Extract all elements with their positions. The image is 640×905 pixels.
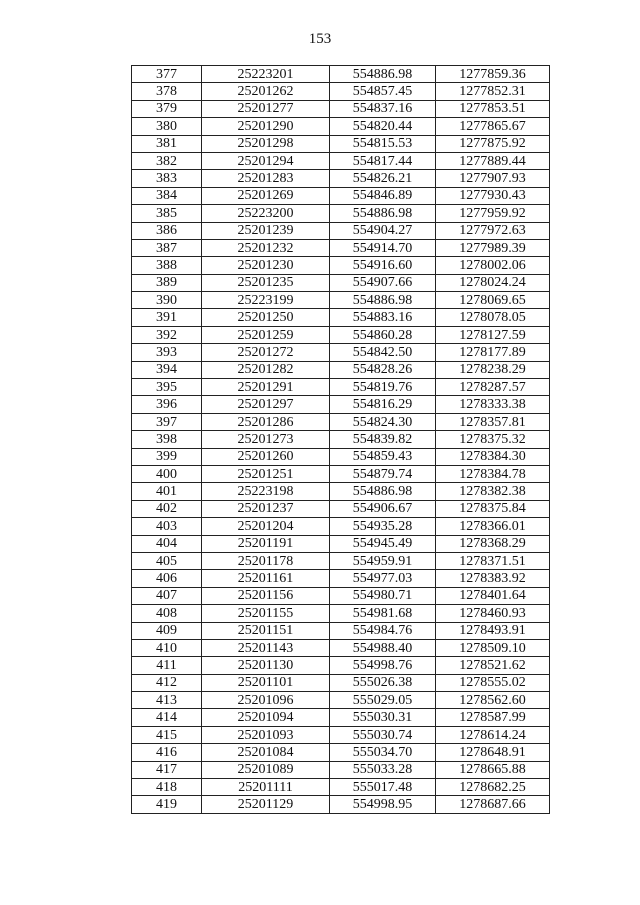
point-number-cell: 407: [132, 587, 202, 604]
x-coordinate-cell: 554860.28: [330, 326, 436, 343]
point-number-cell: 388: [132, 257, 202, 274]
point-number-cell: 409: [132, 622, 202, 639]
point-number-cell: 411: [132, 657, 202, 674]
point-number-cell: 408: [132, 605, 202, 622]
point-id-cell: 25201251: [202, 465, 330, 482]
x-coordinate-cell: 554826.21: [330, 170, 436, 187]
point-id-cell: 25201151: [202, 622, 330, 639]
point-id-cell: 25201250: [202, 309, 330, 326]
y-coordinate-cell: 1277959.92: [436, 205, 550, 222]
table-row: [132, 396, 550, 413]
x-coordinate-cell: 554959.91: [330, 552, 436, 569]
point-id-cell: 25201155: [202, 605, 330, 622]
x-coordinate-cell: 554886.98: [330, 292, 436, 309]
point-id-cell: 25201286: [202, 413, 330, 430]
x-coordinate-cell: 555033.28: [330, 761, 436, 778]
point-number-cell: 413: [132, 692, 202, 709]
y-coordinate-cell: 1278562.60: [436, 692, 550, 709]
y-coordinate-cell: 1278357.81: [436, 413, 550, 430]
point-number-cell: 378: [132, 83, 202, 100]
y-coordinate-cell: 1278238.29: [436, 361, 550, 378]
y-coordinate-cell: 1278401.64: [436, 587, 550, 604]
x-coordinate-cell: 554981.68: [330, 605, 436, 622]
x-coordinate-cell: 554857.45: [330, 83, 436, 100]
point-id-cell: 25201272: [202, 344, 330, 361]
point-id-cell: 25201290: [202, 118, 330, 135]
x-coordinate-cell: 555034.70: [330, 744, 436, 761]
point-number-cell: 416: [132, 744, 202, 761]
x-coordinate-cell: 554819.76: [330, 379, 436, 396]
table-row: [132, 622, 550, 639]
x-coordinate-cell: 554914.70: [330, 239, 436, 256]
point-number-cell: 381: [132, 135, 202, 152]
table-row: [132, 709, 550, 726]
table-row: [132, 135, 550, 152]
table-row: [132, 257, 550, 274]
table-row: [132, 431, 550, 448]
x-coordinate-cell: 554824.30: [330, 413, 436, 430]
table-row: [132, 361, 550, 378]
point-number-cell: 399: [132, 448, 202, 465]
y-coordinate-cell: 1278384.30: [436, 448, 550, 465]
y-coordinate-cell: 1278375.32: [436, 431, 550, 448]
x-coordinate-cell: 555030.31: [330, 709, 436, 726]
table-row: [132, 535, 550, 552]
point-number-cell: 403: [132, 518, 202, 535]
table-row: [132, 692, 550, 709]
page-number: 153: [308, 31, 332, 47]
point-number-cell: 401: [132, 483, 202, 500]
point-id-cell: 25201283: [202, 170, 330, 187]
y-coordinate-cell: 1278078.05: [436, 309, 550, 326]
table-row: [132, 274, 550, 291]
x-coordinate-cell: 554977.03: [330, 570, 436, 587]
point-id-cell: 25201130: [202, 657, 330, 674]
table-row: [132, 83, 550, 100]
x-coordinate-cell: 554984.76: [330, 622, 436, 639]
point-id-cell: 25201093: [202, 726, 330, 743]
x-coordinate-cell: 554886.98: [330, 205, 436, 222]
x-coordinate-cell: 554998.95: [330, 796, 436, 813]
x-coordinate-cell: 554883.16: [330, 309, 436, 326]
y-coordinate-cell: 1278024.24: [436, 274, 550, 291]
y-coordinate-cell: 1278333.38: [436, 396, 550, 413]
table-row: [132, 587, 550, 604]
point-id-cell: 25201230: [202, 257, 330, 274]
y-coordinate-cell: 1278682.25: [436, 779, 550, 796]
table-row: [132, 222, 550, 239]
table-row: [132, 744, 550, 761]
point-number-cell: 390: [132, 292, 202, 309]
point-number-cell: 395: [132, 379, 202, 396]
point-id-cell: 25201259: [202, 326, 330, 343]
y-coordinate-cell: 1278509.10: [436, 639, 550, 656]
point-id-cell: 25223201: [202, 66, 330, 83]
y-coordinate-cell: 1277972.63: [436, 222, 550, 239]
point-id-cell: 25223198: [202, 483, 330, 500]
point-id-cell: 25201084: [202, 744, 330, 761]
table-row: [132, 118, 550, 135]
point-number-cell: 402: [132, 500, 202, 517]
x-coordinate-cell: 554904.27: [330, 222, 436, 239]
point-number-cell: 415: [132, 726, 202, 743]
y-coordinate-cell: 1278384.78: [436, 465, 550, 482]
y-coordinate-cell: 1278383.92: [436, 570, 550, 587]
x-coordinate-cell: 554842.50: [330, 344, 436, 361]
x-coordinate-cell: 554916.60: [330, 257, 436, 274]
point-number-cell: 412: [132, 674, 202, 691]
table-row: [132, 726, 550, 743]
x-coordinate-cell: 554859.43: [330, 448, 436, 465]
y-coordinate-cell: 1278555.02: [436, 674, 550, 691]
point-number-cell: 386: [132, 222, 202, 239]
y-coordinate-cell: 1278460.93: [436, 605, 550, 622]
y-coordinate-cell: 1277852.31: [436, 83, 550, 100]
point-number-cell: 385: [132, 205, 202, 222]
point-number-cell: 410: [132, 639, 202, 656]
point-id-cell: 25223199: [202, 292, 330, 309]
table-row: [132, 292, 550, 309]
table-row: [132, 413, 550, 430]
table-row: [132, 552, 550, 569]
point-id-cell: 25201298: [202, 135, 330, 152]
y-coordinate-cell: 1278368.29: [436, 535, 550, 552]
y-coordinate-cell: 1277865.67: [436, 118, 550, 135]
point-id-cell: 25201089: [202, 761, 330, 778]
table-row: [132, 674, 550, 691]
table-row: [132, 605, 550, 622]
x-coordinate-cell: 554846.89: [330, 187, 436, 204]
y-coordinate-cell: 1278665.88: [436, 761, 550, 778]
x-coordinate-cell: 554839.82: [330, 431, 436, 448]
point-id-cell: 25201235: [202, 274, 330, 291]
table-row: [132, 205, 550, 222]
table-row: [132, 483, 550, 500]
point-id-cell: 25201277: [202, 100, 330, 117]
x-coordinate-cell: 554828.26: [330, 361, 436, 378]
point-id-cell: 25201237: [202, 500, 330, 517]
point-number-cell: 406: [132, 570, 202, 587]
point-id-cell: 25201239: [202, 222, 330, 239]
y-coordinate-cell: 1277930.43: [436, 187, 550, 204]
point-number-cell: 392: [132, 326, 202, 343]
point-number-cell: 394: [132, 361, 202, 378]
x-coordinate-cell: 554886.98: [330, 66, 436, 83]
table-row: [132, 639, 550, 656]
point-number-cell: 383: [132, 170, 202, 187]
x-coordinate-cell: 554886.98: [330, 483, 436, 500]
x-coordinate-cell: 554980.71: [330, 587, 436, 604]
point-id-cell: 25201111: [202, 779, 330, 796]
y-coordinate-cell: 1278127.59: [436, 326, 550, 343]
point-id-cell: 25201269: [202, 187, 330, 204]
point-number-cell: 418: [132, 779, 202, 796]
point-number-cell: 396: [132, 396, 202, 413]
x-coordinate-cell: 555026.38: [330, 674, 436, 691]
point-id-cell: 25201129: [202, 796, 330, 813]
point-id-cell: 25201101: [202, 674, 330, 691]
y-coordinate-cell: 1278614.24: [436, 726, 550, 743]
point-id-cell: 25201094: [202, 709, 330, 726]
y-coordinate-cell: 1278002.06: [436, 257, 550, 274]
table-row: [132, 500, 550, 517]
y-coordinate-cell: 1278587.99: [436, 709, 550, 726]
point-number-cell: 389: [132, 274, 202, 291]
x-coordinate-cell: 554998.76: [330, 657, 436, 674]
point-number-cell: 405: [132, 552, 202, 569]
point-number-cell: 384: [132, 187, 202, 204]
table-row: [132, 796, 550, 813]
point-id-cell: 25201262: [202, 83, 330, 100]
point-number-cell: 414: [132, 709, 202, 726]
point-id-cell: 25201191: [202, 535, 330, 552]
x-coordinate-cell: 555029.05: [330, 692, 436, 709]
x-coordinate-cell: 554935.28: [330, 518, 436, 535]
y-coordinate-cell: 1277989.39: [436, 239, 550, 256]
point-number-cell: 417: [132, 761, 202, 778]
y-coordinate-cell: 1277907.93: [436, 170, 550, 187]
table-row: [132, 326, 550, 343]
y-coordinate-cell: 1278382.38: [436, 483, 550, 500]
table-row: [132, 779, 550, 796]
table-row: [132, 100, 550, 117]
y-coordinate-cell: 1278375.84: [436, 500, 550, 517]
y-coordinate-cell: 1278069.65: [436, 292, 550, 309]
table-row: [132, 344, 550, 361]
point-id-cell: 25201232: [202, 239, 330, 256]
y-coordinate-cell: 1278371.51: [436, 552, 550, 569]
point-id-cell: 25201204: [202, 518, 330, 535]
y-coordinate-cell: 1278648.91: [436, 744, 550, 761]
point-number-cell: 393: [132, 344, 202, 361]
point-number-cell: 387: [132, 239, 202, 256]
x-coordinate-cell: 554945.49: [330, 535, 436, 552]
table-row: [132, 448, 550, 465]
table-row: [132, 657, 550, 674]
coordinates-table: [131, 65, 550, 814]
point-id-cell: 25201096: [202, 692, 330, 709]
x-coordinate-cell: 554988.40: [330, 639, 436, 656]
table-row: [132, 761, 550, 778]
table-row: [132, 239, 550, 256]
point-id-cell: 25201297: [202, 396, 330, 413]
point-id-cell: 25201294: [202, 152, 330, 169]
x-coordinate-cell: 554879.74: [330, 465, 436, 482]
point-number-cell: 397: [132, 413, 202, 430]
point-number-cell: 404: [132, 535, 202, 552]
point-number-cell: 382: [132, 152, 202, 169]
y-coordinate-cell: 1278366.01: [436, 518, 550, 535]
y-coordinate-cell: 1277853.51: [436, 100, 550, 117]
table-row: [132, 379, 550, 396]
x-coordinate-cell: 555017.48: [330, 779, 436, 796]
y-coordinate-cell: 1277889.44: [436, 152, 550, 169]
table-body: [132, 66, 550, 814]
table-row: [132, 187, 550, 204]
x-coordinate-cell: 554906.67: [330, 500, 436, 517]
y-coordinate-cell: 1278521.62: [436, 657, 550, 674]
table-row: [132, 518, 550, 535]
table-row: [132, 465, 550, 482]
x-coordinate-cell: 554817.44: [330, 152, 436, 169]
point-number-cell: 380: [132, 118, 202, 135]
y-coordinate-cell: 1277859.36: [436, 66, 550, 83]
table-row: [132, 152, 550, 169]
point-id-cell: 25201143: [202, 639, 330, 656]
y-coordinate-cell: 1278493.91: [436, 622, 550, 639]
point-number-cell: 419: [132, 796, 202, 813]
point-id-cell: 25201260: [202, 448, 330, 465]
point-id-cell: 25201291: [202, 379, 330, 396]
point-number-cell: 398: [132, 431, 202, 448]
point-number-cell: 377: [132, 66, 202, 83]
point-id-cell: 25201161: [202, 570, 330, 587]
point-id-cell: 25223200: [202, 205, 330, 222]
x-coordinate-cell: 555030.74: [330, 726, 436, 743]
x-coordinate-cell: 554816.29: [330, 396, 436, 413]
y-coordinate-cell: 1278287.57: [436, 379, 550, 396]
y-coordinate-cell: 1278177.89: [436, 344, 550, 361]
point-id-cell: 25201273: [202, 431, 330, 448]
point-number-cell: 391: [132, 309, 202, 326]
x-coordinate-cell: 554907.66: [330, 274, 436, 291]
x-coordinate-cell: 554837.16: [330, 100, 436, 117]
point-id-cell: 25201156: [202, 587, 330, 604]
y-coordinate-cell: 1277875.92: [436, 135, 550, 152]
table-row: [132, 570, 550, 587]
y-coordinate-cell: 1278687.66: [436, 796, 550, 813]
x-coordinate-cell: 554820.44: [330, 118, 436, 135]
point-id-cell: 25201282: [202, 361, 330, 378]
point-number-cell: 379: [132, 100, 202, 117]
point-id-cell: 25201178: [202, 552, 330, 569]
table-row: [132, 66, 550, 83]
x-coordinate-cell: 554815.53: [330, 135, 436, 152]
point-number-cell: 400: [132, 465, 202, 482]
table-row: [132, 309, 550, 326]
table-row: [132, 170, 550, 187]
